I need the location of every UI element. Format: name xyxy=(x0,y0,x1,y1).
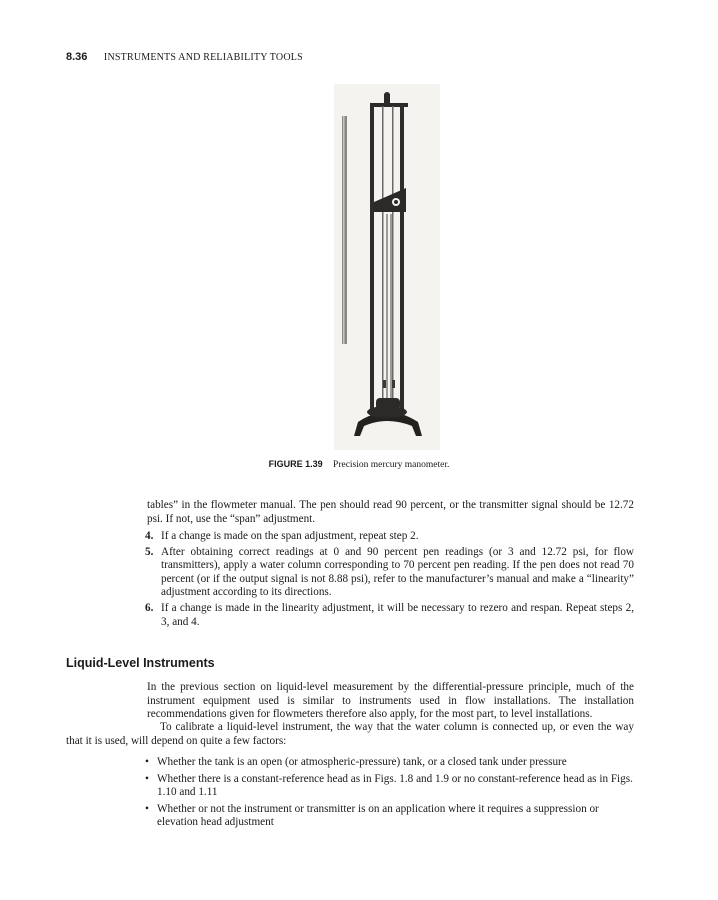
step-text: If a change is made in the linearity adjustment, it will be necessary to rezero and respan. Repeat steps 2, 3, and 4. xyxy=(161,601,634,628)
procedure-steps xyxy=(147,530,634,631)
figure-caption xyxy=(0,459,718,470)
running-title: INSTRUMENTS AND RELIABILITY TOOLS xyxy=(103,52,303,63)
list-item xyxy=(147,602,634,629)
continuation-paragraph: tables” in the flowmeter manual. The pen should read 90 percent, or the transmitter signal should be 12.72 psi. If not, use the “span” adjustment. xyxy=(147,499,634,525)
manometer-photo xyxy=(334,84,440,450)
bullet-text: Whether the tank is an open (or atmospheric-pressure) tank, or a closed tank under pressure xyxy=(157,756,567,768)
bullet-text: Whether there is a constant-reference head as in Figs. 1.8 and 1.9 or no constant-reference head as in Figs. 1.10 and 1.11 xyxy=(157,772,633,799)
bullet-icon: • xyxy=(145,772,149,785)
manometer-illustration xyxy=(334,84,440,450)
step-text: If a change is made on the span adjustment, repeat step 2. xyxy=(161,530,419,542)
step-number: 5. xyxy=(145,545,154,558)
page-header xyxy=(66,51,303,63)
factor-list xyxy=(147,756,634,833)
step-text: After obtaining correct readings at 0 and 90 percent pen readings (or 3 and 12.72 psi, for flow transmitters), apply a water column corresponding to 70 percent pen reading. If the pen does not read 70 percent (or if the output signal is not 8.88 psi), refer to the manufacturer’s manual and make a “linearity” adjustment according to its directions. xyxy=(161,545,634,599)
list-item xyxy=(147,803,634,830)
figure-label: FIGURE 1.39 xyxy=(268,459,323,469)
step-number: 6. xyxy=(145,601,154,614)
bullet-text: Whether or not the instrument or transmitter is on an application where it requires a suppression or elevation head adjustment xyxy=(157,802,599,829)
paragraph-1: In the previous section on liquid-level measurement by the differential-pressure principle, much of the instrument equipment used is similar to instruments used in flow installations. The installation recommendations given for flowmeters therefore also apply, for the most part, to level installations. xyxy=(147,681,634,721)
bullet-icon: • xyxy=(145,802,149,815)
list-item xyxy=(147,756,634,770)
step-number: 4. xyxy=(145,530,154,542)
section-heading: Liquid-Level Instruments xyxy=(66,656,215,670)
list-item xyxy=(147,546,634,600)
figure-caption-text: Precision mercury manometer. xyxy=(333,460,450,470)
paragraph-2: To calibrate a liquid-level instrument, the way that the water column is connected up, or even the way that it is used, will depend on quite a few factors: xyxy=(66,721,634,747)
bullet-icon: • xyxy=(145,756,149,768)
list-item xyxy=(147,773,634,800)
page-number: 8.36 xyxy=(66,51,88,63)
list-item xyxy=(147,530,634,544)
